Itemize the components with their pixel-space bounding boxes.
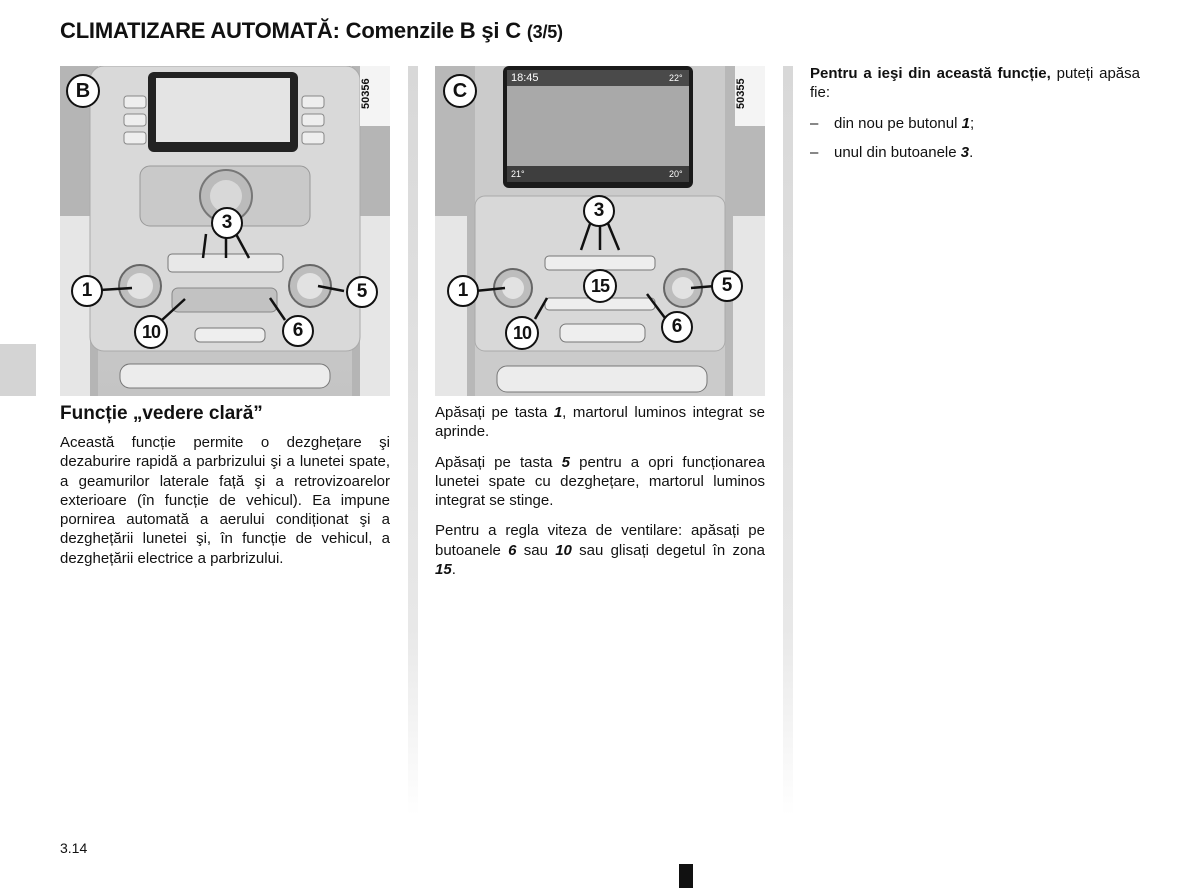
figure-b-photo	[60, 66, 390, 396]
column-divider-1	[408, 66, 418, 816]
right-intro: Pentru a ieşi din această funcție, puteți apăsa fie:	[810, 65, 1140, 102]
page-part: (3/5)	[526, 22, 563, 42]
callout-c-6: 6	[661, 311, 693, 343]
middle-column-text	[435, 403, 765, 590]
bottom-marker	[679, 864, 693, 888]
callout-b-5: 5	[346, 276, 378, 308]
mid-paragraph-3: Pentru a regla viteza de ventilare: apăsați pe butoanele 6 sau 10 sau glisați degetul în zona 15.	[435, 522, 765, 579]
callout-b-1: 1	[71, 275, 103, 307]
figure-c-ref: 50355	[735, 78, 747, 110]
figure-c-label: C	[443, 74, 477, 108]
right-column-text	[810, 64, 1140, 172]
section-heading: Funcție „vedere clară”	[60, 403, 263, 424]
callout-b-10: 10	[134, 315, 168, 349]
callout-c-10: 10	[505, 316, 539, 350]
chapter-tab	[0, 344, 36, 396]
page-title-text: CLIMATIZARE AUTOMATĂ: Comenzile B şi C	[60, 18, 521, 43]
mid-paragraph-2: Apăsați pe tasta 5 pentru a opri funcționarea lunetei spate cu dezghețare, martorul luminos integrat se stinge.	[435, 453, 765, 510]
screen-temp-left-bottom: 21°	[511, 169, 525, 179]
callout-b-6: 6	[282, 315, 314, 347]
page-number: 3.14	[60, 840, 88, 856]
screen-temp-right-bottom: 20°	[669, 169, 683, 179]
screen-temp-right: 22°	[669, 73, 683, 83]
figure-c-photo	[435, 66, 765, 396]
dashboard-c-illustration	[435, 66, 765, 396]
callout-c-1: 1	[447, 275, 479, 307]
figure-b-label: B	[66, 74, 100, 108]
left-paragraph: Această funcție permite o dezghețare şi dezaburire rapidă a parbrizului şi a lunetei spate, a geamurilor laterale față şi a retrovizoarelor exterioare (în funcție de vehicul). Ea impune pornirea automată a aerului condiționat şi a dezghețării lunetei şi, în funcție de vehicul, a dezghețării electrice a parbrizului.	[60, 434, 390, 567]
callout-c-3: 3	[583, 195, 615, 227]
callout-c-15: 15	[583, 269, 617, 303]
column-divider-2	[783, 66, 793, 816]
mid-paragraph-1: Apăsați pe tasta 1, martorul luminos integrat se aprinde.	[435, 404, 765, 441]
left-column-text	[60, 433, 390, 579]
screen-time: 18:45	[511, 72, 539, 84]
callout-b-3: 3	[211, 207, 243, 239]
list-item: – unul din butoanele 3.	[810, 143, 974, 161]
page-title	[60, 18, 563, 44]
callout-c-5: 5	[711, 270, 743, 302]
list-item: – din nou pe butonul 1;	[810, 114, 975, 132]
figure-b-ref: 50356	[360, 78, 372, 110]
